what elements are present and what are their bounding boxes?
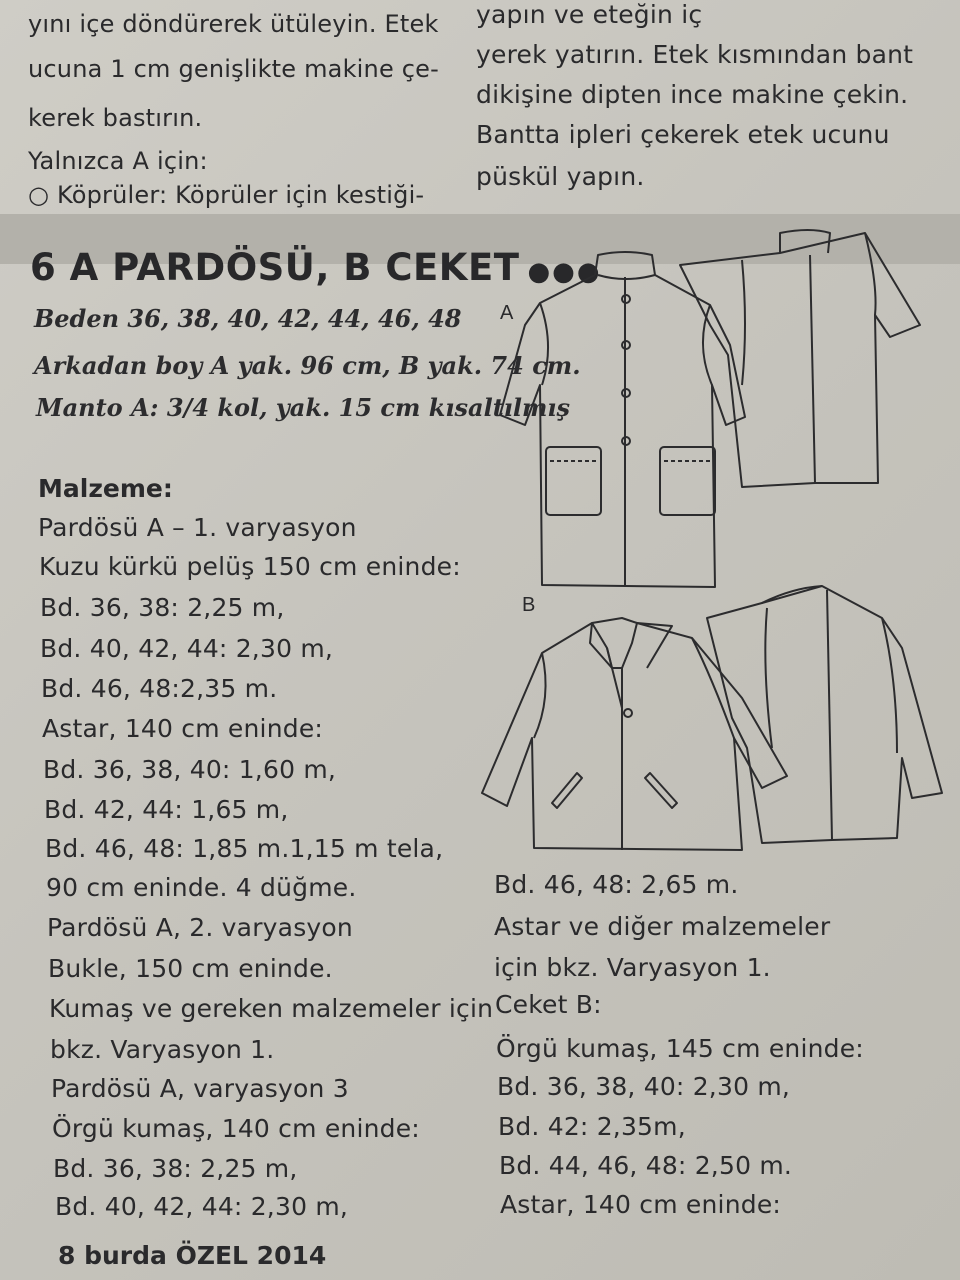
text-line: Bd. 36, 38: 2,25 m,: [40, 593, 285, 622]
text-line: Bd. 36, 38, 40: 2,30 m,: [497, 1072, 791, 1101]
text-line: Bd. 46, 48: 2,65 m.: [494, 870, 739, 899]
spec-line: Manto A: 3/4 kol, yak. 15 cm kısaltılmış: [36, 393, 571, 422]
text-line: 90 cm eninde. 4 düğme.: [46, 873, 357, 902]
text-line: Bukle, 150 cm eninde.: [48, 954, 333, 983]
text-line: için bkz. Varyasyon 1.: [494, 953, 771, 982]
text-line: Bd. 36, 38: 2,25 m,: [53, 1154, 298, 1183]
text-line: Astar, 140 cm eninde:: [42, 714, 324, 743]
text-line: Bd. 40, 42, 44: 2,30 m,: [40, 634, 334, 663]
jacket-b-drawing: [472, 578, 950, 858]
text-line: yapın ve eteğin iç: [476, 0, 703, 29]
text-line: Bd. 46, 48: 1,85 m.1,15 m tela,: [45, 834, 444, 863]
page-footer: 8 burda ÖZEL 2014: [58, 1241, 327, 1270]
text-line: Kumaş ve gereken malzemeler için: [49, 994, 494, 1023]
text-line: Pardösü A, 2. varyasyon: [47, 913, 353, 942]
text-line: Astar, 140 cm eninde:: [500, 1190, 782, 1219]
text-line: Bd. 42, 44: 1,65 m,: [44, 795, 289, 824]
difficulty-dots: ●●●: [527, 257, 602, 287]
text-line: ucuna 1 cm genişlikte makine çe-: [28, 55, 439, 83]
materials-heading: Malzeme:: [38, 474, 173, 503]
text-line: Astar ve diğer malzemeler: [494, 912, 831, 941]
text-line: kerek bastırın.: [28, 104, 203, 132]
text-line: bkz. Varyasyon 1.: [50, 1035, 275, 1064]
text-line: Pardösü A – 1. varyasyon: [38, 513, 357, 542]
figure-label-b: B: [522, 594, 536, 616]
text-line: Bd. 42: 2,35m,: [498, 1112, 686, 1141]
spec-line: Beden 36, 38, 40, 42, 44, 46, 48: [34, 304, 462, 333]
text-line: Ceket B:: [495, 990, 602, 1019]
text-line: Bd. 44, 46, 48: 2,50 m.: [499, 1151, 793, 1180]
text-line: yını içe döndürerek ütüleyin. Etek: [28, 10, 439, 38]
figure-label-a: A: [500, 302, 514, 324]
text-line: Örgü kumaş, 145 cm eninde:: [496, 1034, 864, 1063]
coat-a-drawing: [480, 225, 950, 590]
text-line: Bd. 40, 42, 44: 2,30 m,: [55, 1192, 349, 1221]
title-text: 6 A PARDÖSÜ, B CEKET: [30, 246, 520, 289]
text-line: Örgü kumaş, 140 cm eninde:: [52, 1114, 420, 1143]
text-line: dikişine dipten ince makine çekin.: [476, 80, 909, 109]
spec-line: Arkadan boy A yak. 96 cm, B yak. 74 cm.: [34, 351, 581, 380]
text-line: Yalnızca A için:: [28, 147, 208, 175]
text-line: Bd. 46, 48:2,35 m.: [41, 674, 278, 703]
text-line: Kuzu kürkü pelüş 150 cm eninde:: [39, 552, 461, 581]
text-line: Bantta ipleri çekerek etek ucunu: [476, 120, 890, 149]
text-line: Pardösü A, varyasyon 3: [51, 1074, 349, 1103]
text-line: ○ Köprüler: Köprüler için kestiği-: [28, 181, 425, 209]
text-line: Bd. 36, 38, 40: 1,60 m,: [43, 755, 337, 784]
text-line: yerek yatırın. Etek kısmından bant: [476, 40, 914, 69]
text-line: püskül yapın.: [476, 162, 645, 191]
